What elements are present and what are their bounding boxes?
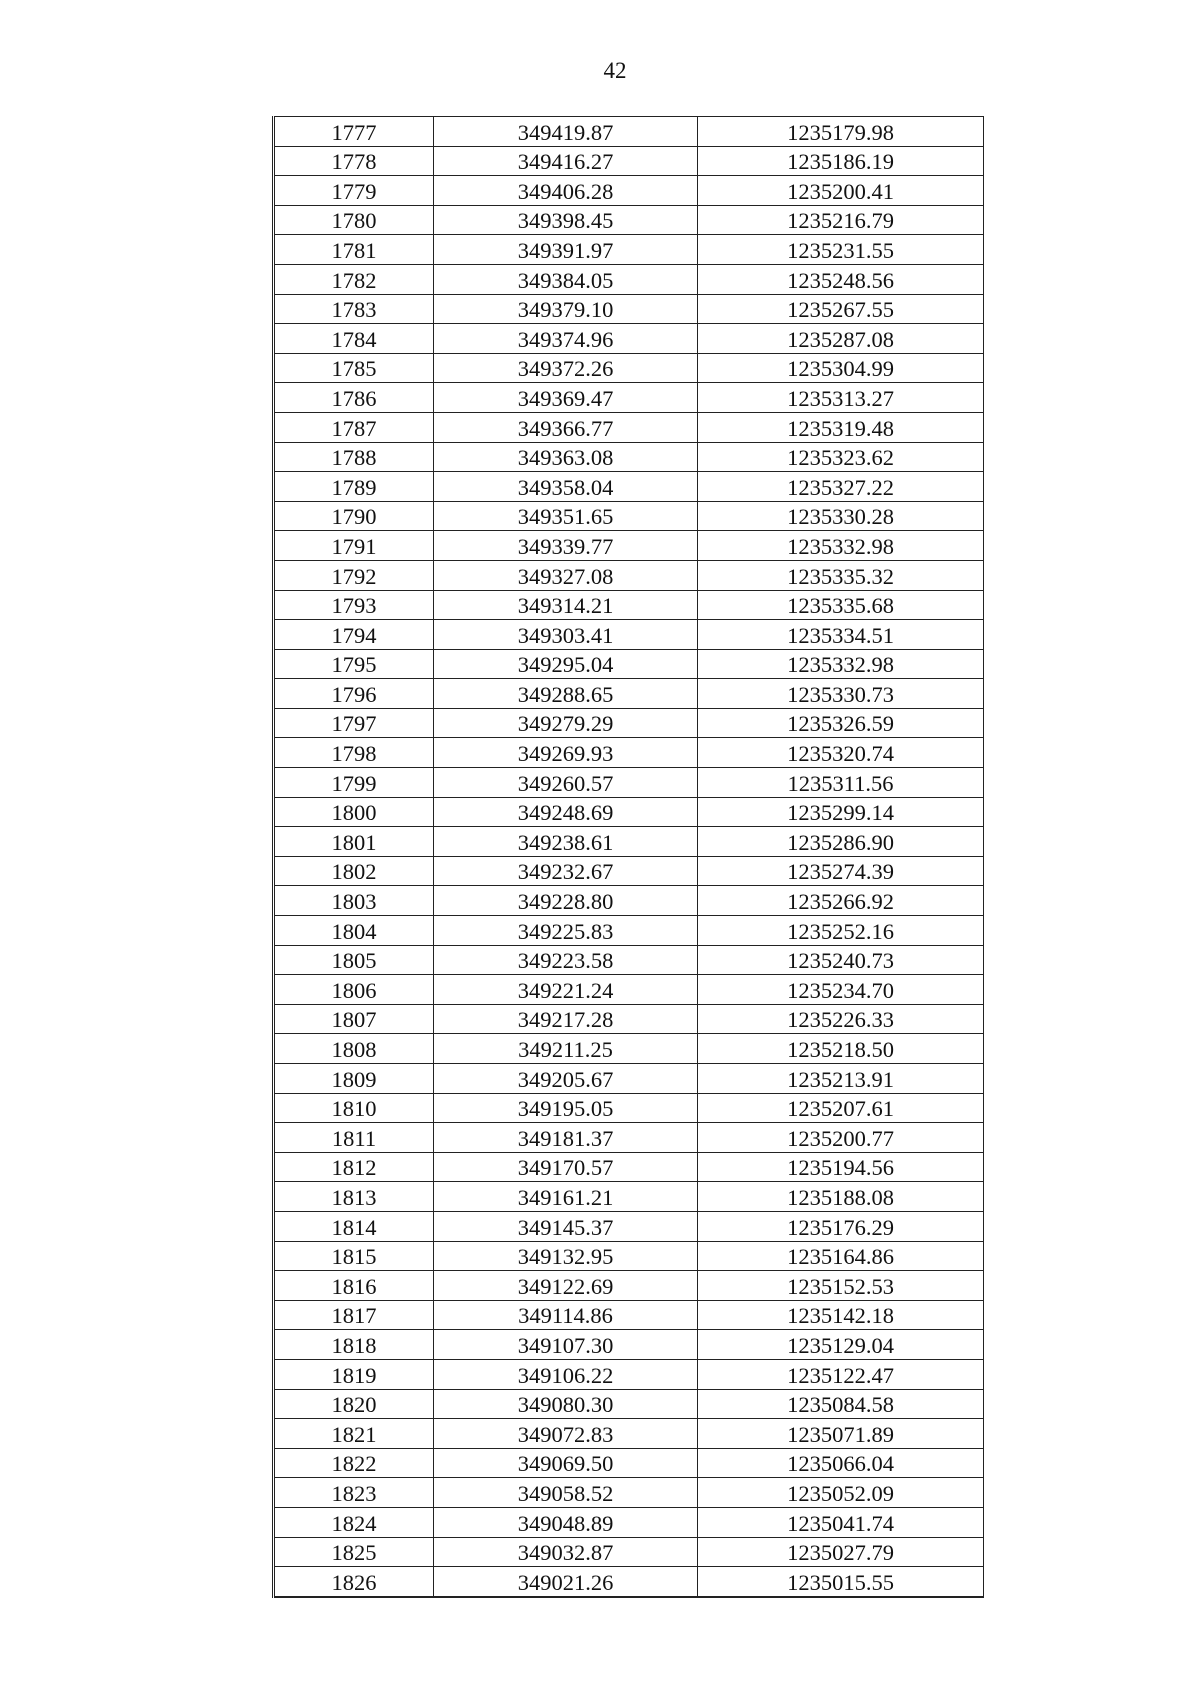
point-number-cell: 1800 <box>274 797 434 827</box>
x-coordinate-cell: 349398.45 <box>434 205 698 235</box>
y-coordinate-cell: 1235323.62 <box>698 442 984 472</box>
table-row <box>274 1537 984 1567</box>
point-number-cell: 1793 <box>274 590 434 620</box>
y-coordinate-cell: 1235327.22 <box>698 472 984 502</box>
point-number-cell: 1796 <box>274 679 434 709</box>
table-row <box>274 1241 984 1271</box>
y-coordinate-cell: 1235179.98 <box>698 117 984 147</box>
y-coordinate-cell: 1235207.61 <box>698 1093 984 1123</box>
point-number-cell: 1803 <box>274 886 434 916</box>
point-number-cell: 1820 <box>274 1389 434 1419</box>
table-row <box>274 1419 984 1449</box>
point-number-cell: 1795 <box>274 649 434 679</box>
point-number-cell: 1799 <box>274 768 434 798</box>
point-number-cell: 1811 <box>274 1123 434 1153</box>
x-coordinate-cell: 349228.80 <box>434 886 698 916</box>
x-coordinate-cell: 349205.67 <box>434 1064 698 1094</box>
point-number-cell: 1779 <box>274 176 434 206</box>
point-number-cell: 1815 <box>274 1241 434 1271</box>
table-row <box>274 442 984 472</box>
y-coordinate-cell: 1235194.56 <box>698 1152 984 1182</box>
table-row <box>274 324 984 354</box>
x-coordinate-cell: 349366.77 <box>434 412 698 442</box>
x-coordinate-cell: 349339.77 <box>434 531 698 561</box>
table-row <box>274 945 984 975</box>
point-number-cell: 1781 <box>274 235 434 265</box>
x-coordinate-cell: 349161.21 <box>434 1182 698 1212</box>
point-number-cell: 1792 <box>274 560 434 590</box>
y-coordinate-cell: 1235286.90 <box>698 827 984 857</box>
point-number-cell: 1788 <box>274 442 434 472</box>
y-coordinate-cell: 1235216.79 <box>698 205 984 235</box>
x-coordinate-cell: 349303.41 <box>434 620 698 650</box>
point-number-cell: 1818 <box>274 1330 434 1360</box>
table-row <box>274 1123 984 1153</box>
point-number-cell: 1790 <box>274 501 434 531</box>
x-coordinate-cell: 349351.65 <box>434 501 698 531</box>
table-row <box>274 768 984 798</box>
y-coordinate-cell: 1235200.41 <box>698 176 984 206</box>
point-number-cell: 1778 <box>274 146 434 176</box>
y-coordinate-cell: 1235015.55 <box>698 1567 984 1597</box>
x-coordinate-cell: 349238.61 <box>434 827 698 857</box>
table-row <box>274 176 984 206</box>
x-coordinate-cell: 349391.97 <box>434 235 698 265</box>
y-coordinate-cell: 1235313.27 <box>698 383 984 413</box>
point-number-cell: 1784 <box>274 324 434 354</box>
x-coordinate-cell: 349021.26 <box>434 1567 698 1597</box>
x-coordinate-cell: 349379.10 <box>434 294 698 324</box>
y-coordinate-cell: 1235084.58 <box>698 1389 984 1419</box>
x-coordinate-cell: 349327.08 <box>434 560 698 590</box>
y-coordinate-cell: 1235330.73 <box>698 679 984 709</box>
point-number-cell: 1797 <box>274 708 434 738</box>
x-coordinate-cell: 349032.87 <box>434 1537 698 1567</box>
x-coordinate-cell: 349195.05 <box>434 1093 698 1123</box>
y-coordinate-cell: 1235240.73 <box>698 945 984 975</box>
y-coordinate-cell: 1235213.91 <box>698 1064 984 1094</box>
x-coordinate-cell: 349211.25 <box>434 1034 698 1064</box>
y-coordinate-cell: 1235052.09 <box>698 1478 984 1508</box>
table-row <box>274 1507 984 1537</box>
x-coordinate-cell: 349114.86 <box>434 1300 698 1330</box>
x-coordinate-cell: 349358.04 <box>434 472 698 502</box>
point-number-cell: 1798 <box>274 738 434 768</box>
x-coordinate-cell: 349369.47 <box>434 383 698 413</box>
point-number-cell: 1806 <box>274 975 434 1005</box>
point-number-cell: 1805 <box>274 945 434 975</box>
table-row <box>274 412 984 442</box>
table-row <box>274 1567 984 1597</box>
y-coordinate-cell: 1235027.79 <box>698 1537 984 1567</box>
x-coordinate-cell: 349048.89 <box>434 1507 698 1537</box>
x-coordinate-cell: 349145.37 <box>434 1211 698 1241</box>
x-coordinate-cell: 349295.04 <box>434 649 698 679</box>
table-row <box>274 916 984 946</box>
table-row <box>274 531 984 561</box>
point-number-cell: 1816 <box>274 1271 434 1301</box>
point-number-cell: 1817 <box>274 1300 434 1330</box>
point-number-cell: 1822 <box>274 1448 434 1478</box>
point-number-cell: 1794 <box>274 620 434 650</box>
point-number-cell: 1825 <box>274 1537 434 1567</box>
table-row <box>274 1064 984 1094</box>
point-number-cell: 1809 <box>274 1064 434 1094</box>
y-coordinate-cell: 1235326.59 <box>698 708 984 738</box>
x-coordinate-cell: 349384.05 <box>434 264 698 294</box>
y-coordinate-cell: 1235304.99 <box>698 353 984 383</box>
y-coordinate-cell: 1235164.86 <box>698 1241 984 1271</box>
table-row <box>274 649 984 679</box>
x-coordinate-cell: 349374.96 <box>434 324 698 354</box>
y-coordinate-cell: 1235041.74 <box>698 1507 984 1537</box>
x-coordinate-cell: 349416.27 <box>434 146 698 176</box>
x-coordinate-cell: 349181.37 <box>434 1123 698 1153</box>
table-row <box>274 117 984 147</box>
y-coordinate-cell: 1235311.56 <box>698 768 984 798</box>
table-row <box>274 975 984 1005</box>
table-row <box>274 679 984 709</box>
point-number-cell: 1786 <box>274 383 434 413</box>
y-coordinate-cell: 1235335.32 <box>698 560 984 590</box>
x-coordinate-cell: 349269.93 <box>434 738 698 768</box>
y-coordinate-cell: 1235330.28 <box>698 501 984 531</box>
table-row <box>274 501 984 531</box>
y-coordinate-cell: 1235299.14 <box>698 797 984 827</box>
y-coordinate-cell: 1235287.08 <box>698 324 984 354</box>
table-row <box>274 708 984 738</box>
table-row <box>274 1330 984 1360</box>
y-coordinate-cell: 1235231.55 <box>698 235 984 265</box>
point-number-cell: 1777 <box>274 117 434 147</box>
table-row <box>274 1152 984 1182</box>
y-coordinate-cell: 1235218.50 <box>698 1034 984 1064</box>
x-coordinate-cell: 349069.50 <box>434 1448 698 1478</box>
table-row <box>274 738 984 768</box>
table-row <box>274 1448 984 1478</box>
y-coordinate-cell: 1235129.04 <box>698 1330 984 1360</box>
y-coordinate-cell: 1235335.68 <box>698 590 984 620</box>
y-coordinate-cell: 1235176.29 <box>698 1211 984 1241</box>
table-row <box>274 146 984 176</box>
point-number-cell: 1812 <box>274 1152 434 1182</box>
table-row <box>274 1271 984 1301</box>
x-coordinate-cell: 349106.22 <box>434 1359 698 1389</box>
table-row <box>274 472 984 502</box>
table-row <box>274 294 984 324</box>
table-row <box>274 1359 984 1389</box>
table-row <box>274 383 984 413</box>
point-number-cell: 1814 <box>274 1211 434 1241</box>
x-coordinate-cell: 349223.58 <box>434 945 698 975</box>
point-number-cell: 1826 <box>274 1567 434 1597</box>
point-number-cell: 1785 <box>274 353 434 383</box>
x-coordinate-cell: 349232.67 <box>434 856 698 886</box>
x-coordinate-cell: 349058.52 <box>434 1478 698 1508</box>
coordinates-table-body <box>274 117 984 1597</box>
table-row <box>274 886 984 916</box>
x-coordinate-cell: 349217.28 <box>434 1004 698 1034</box>
coordinates-table <box>272 116 984 1598</box>
x-coordinate-cell: 349406.28 <box>434 176 698 206</box>
page-number: 42 <box>603 58 627 83</box>
x-coordinate-cell: 349170.57 <box>434 1152 698 1182</box>
point-number-cell: 1801 <box>274 827 434 857</box>
table-row <box>274 856 984 886</box>
table-row <box>274 264 984 294</box>
y-coordinate-cell: 1235226.33 <box>698 1004 984 1034</box>
table-row <box>274 827 984 857</box>
y-coordinate-cell: 1235248.56 <box>698 264 984 294</box>
table-row <box>274 1300 984 1330</box>
point-number-cell: 1821 <box>274 1419 434 1449</box>
y-coordinate-cell: 1235186.19 <box>698 146 984 176</box>
table-row <box>274 235 984 265</box>
table-row <box>274 205 984 235</box>
table-row <box>274 1182 984 1212</box>
point-number-cell: 1789 <box>274 472 434 502</box>
x-coordinate-cell: 349225.83 <box>434 916 698 946</box>
y-coordinate-cell: 1235332.98 <box>698 531 984 561</box>
y-coordinate-cell: 1235066.04 <box>698 1448 984 1478</box>
table-row <box>274 1389 984 1419</box>
y-coordinate-cell: 1235319.48 <box>698 412 984 442</box>
x-coordinate-cell: 349314.21 <box>434 590 698 620</box>
point-number-cell: 1819 <box>274 1359 434 1389</box>
point-number-cell: 1780 <box>274 205 434 235</box>
y-coordinate-cell: 1235266.92 <box>698 886 984 916</box>
y-coordinate-cell: 1235071.89 <box>698 1419 984 1449</box>
y-coordinate-cell: 1235334.51 <box>698 620 984 650</box>
table-row <box>274 797 984 827</box>
point-number-cell: 1787 <box>274 412 434 442</box>
point-number-cell: 1808 <box>274 1034 434 1064</box>
table-row <box>274 1004 984 1034</box>
table-row <box>274 1034 984 1064</box>
x-coordinate-cell: 349372.26 <box>434 353 698 383</box>
x-coordinate-cell: 349221.24 <box>434 975 698 1005</box>
point-number-cell: 1810 <box>274 1093 434 1123</box>
x-coordinate-cell: 349260.57 <box>434 768 698 798</box>
y-coordinate-cell: 1235252.16 <box>698 916 984 946</box>
x-coordinate-cell: 349132.95 <box>434 1241 698 1271</box>
x-coordinate-cell: 349363.08 <box>434 442 698 472</box>
point-number-cell: 1802 <box>274 856 434 886</box>
x-coordinate-cell: 349107.30 <box>434 1330 698 1360</box>
point-number-cell: 1783 <box>274 294 434 324</box>
y-coordinate-cell: 1235122.47 <box>698 1359 984 1389</box>
x-coordinate-cell: 349122.69 <box>434 1271 698 1301</box>
table-row <box>274 1093 984 1123</box>
point-number-cell: 1791 <box>274 531 434 561</box>
point-number-cell: 1823 <box>274 1478 434 1508</box>
y-coordinate-cell: 1235152.53 <box>698 1271 984 1301</box>
table-row <box>274 620 984 650</box>
table-row <box>274 590 984 620</box>
y-coordinate-cell: 1235188.08 <box>698 1182 984 1212</box>
point-number-cell: 1804 <box>274 916 434 946</box>
x-coordinate-cell: 349419.87 <box>434 117 698 147</box>
point-number-cell: 1824 <box>274 1507 434 1537</box>
y-coordinate-cell: 1235142.18 <box>698 1300 984 1330</box>
table-row <box>274 1211 984 1241</box>
y-coordinate-cell: 1235320.74 <box>698 738 984 768</box>
point-number-cell: 1813 <box>274 1182 434 1212</box>
point-number-cell: 1782 <box>274 264 434 294</box>
x-coordinate-cell: 349072.83 <box>434 1419 698 1449</box>
table-row <box>274 1478 984 1508</box>
y-coordinate-cell: 1235234.70 <box>698 975 984 1005</box>
x-coordinate-cell: 349279.29 <box>434 708 698 738</box>
x-coordinate-cell: 349248.69 <box>434 797 698 827</box>
table-row <box>274 560 984 590</box>
y-coordinate-cell: 1235267.55 <box>698 294 984 324</box>
x-coordinate-cell: 349080.30 <box>434 1389 698 1419</box>
y-coordinate-cell: 1235274.39 <box>698 856 984 886</box>
point-number-cell: 1807 <box>274 1004 434 1034</box>
table-row <box>274 353 984 383</box>
y-coordinate-cell: 1235332.98 <box>698 649 984 679</box>
y-coordinate-cell: 1235200.77 <box>698 1123 984 1153</box>
x-coordinate-cell: 349288.65 <box>434 679 698 709</box>
